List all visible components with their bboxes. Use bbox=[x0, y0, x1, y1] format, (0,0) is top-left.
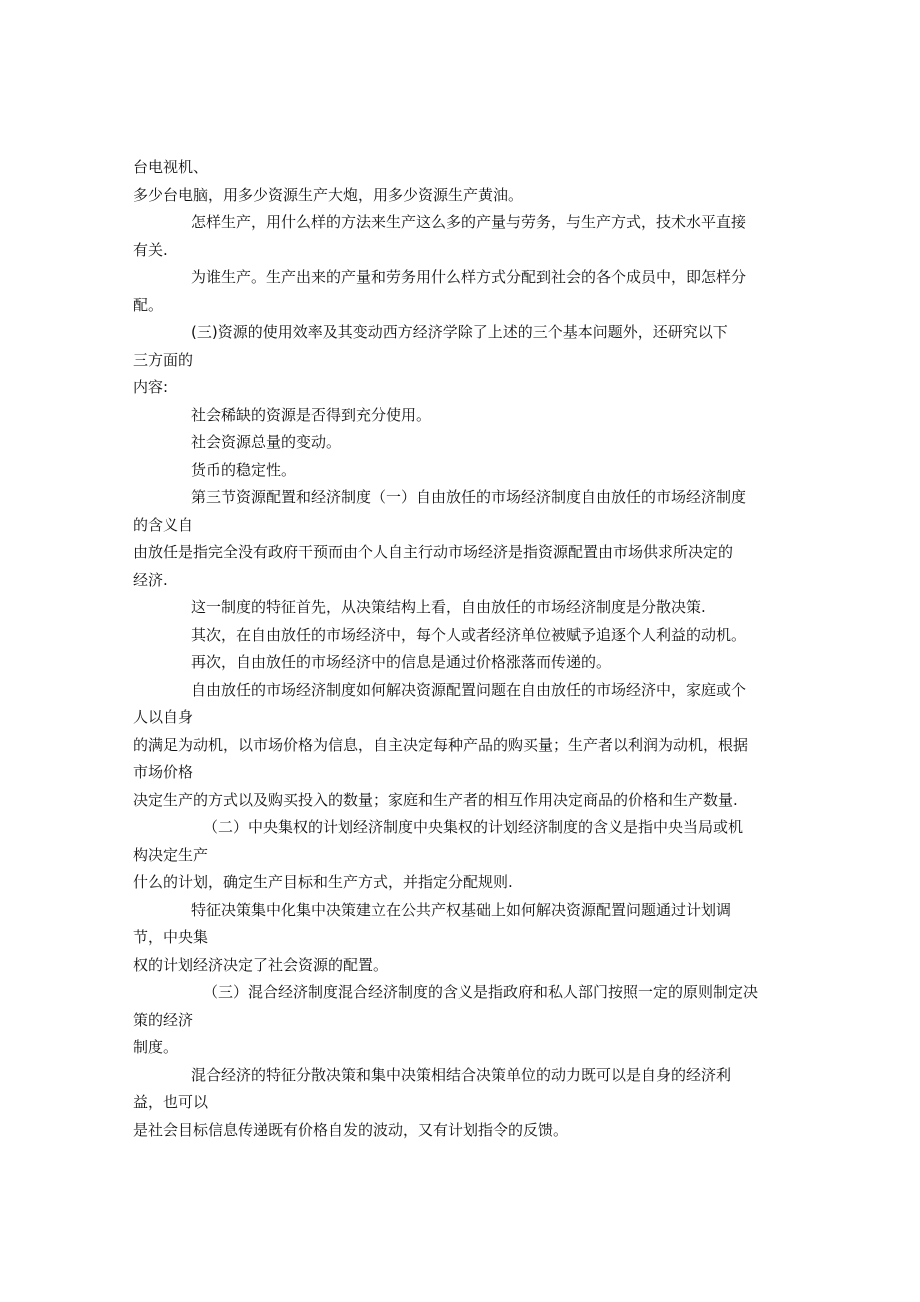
text-line: 这一制度的特征首先，从决策结构上看，自由放任的市场经济制度是分散决策. bbox=[191, 598, 706, 616]
text-line: 内容: bbox=[133, 378, 169, 396]
text-line: 决定生产的方式以及购买投入的数量；家庭和生产者的相互作用决定商品的价格和生产数量. bbox=[133, 790, 738, 809]
text-line: 策的经济 bbox=[133, 1010, 194, 1029]
text-line: 由放任是指完全没有政府干预而由个人自主行动市场经济是指资源配置由市场供求所决定的 bbox=[133, 543, 734, 561]
text-line: 构决定生产 bbox=[133, 845, 209, 864]
text-line: 是社会目标信息传递既有价格自发的波动，又有计划指令的反馈。 bbox=[133, 1120, 569, 1139]
text-line: （二）中央集权的计划经济制度中央集权的计划经济制度的含义是指中央当局或机 bbox=[203, 818, 744, 836]
text-line: 市场价格 bbox=[133, 763, 194, 781]
text-line: 特征决策集中化集中决策建立在公共产权基础上如何解决资源配置问题通过计划调 bbox=[191, 900, 732, 919]
text-line: 其次，在自由放任的市场经济中，每个人或者经济单位被赋予追逐个人利益的动机。 bbox=[191, 625, 747, 644]
text-line: 台电视机、 bbox=[133, 158, 209, 176]
text-line: 什么的计划，确定生产目标和生产方式，并指定分配规则. bbox=[133, 873, 513, 891]
text-line: 配。 bbox=[133, 295, 164, 314]
text-line: （三）混合经济制度混合经济制度的含义是指政府和私人部门按照一定的原则制定决 bbox=[203, 983, 759, 1001]
text-line: 权的计划经济决定了社会资源的配置。 bbox=[133, 955, 389, 974]
document-body bbox=[133, 154, 793, 1144]
text-line: 怎样生产，用什么样的方法来生产这么多的产量与劳务，与生产方式，技术水平直接 bbox=[191, 213, 747, 231]
text-line: 货币的稳定性。 bbox=[191, 460, 297, 479]
text-line: 再次，自由放任的市场经济中的信息是通过价格涨落而传递的。 bbox=[191, 653, 612, 671]
text-line: 人以自身 bbox=[133, 708, 194, 726]
text-line: 混合经济的特征分散决策和集中决策相结合决策单位的动力既可以是自身的经济利 bbox=[191, 1065, 732, 1084]
text-line: 益，也可以 bbox=[133, 1093, 209, 1111]
text-line: 的满足为动机，以市场价格为信息，自主决定每种产品的购买量；生产者以利润为动机，根据 bbox=[133, 735, 749, 754]
text-line: 多少台电脑，用多少资源生产大炮，用多少资源生产黄油。 bbox=[133, 185, 524, 204]
text-line: 自由放任的市场经济制度如何解决资源配置问题在自由放任的市场经济中，家庭或个 bbox=[191, 680, 747, 699]
text-line: 第三节资源配置和经济制度（一）自由放任的市场经济制度自由放任的市场经济制度 bbox=[191, 488, 747, 506]
text-line: 三方面的 bbox=[133, 350, 194, 369]
text-line: (三)资源的使用效率及其变动西方经济学除了上述的三个基本问题外，还研究以下 bbox=[191, 323, 728, 341]
text-line: 制度。 bbox=[133, 1038, 179, 1056]
text-line: 有关. bbox=[133, 240, 168, 259]
text-line: 社会资源总量的变动。 bbox=[191, 433, 342, 451]
text-line: 经济. bbox=[133, 570, 168, 589]
text-line: 节，中央集 bbox=[133, 928, 209, 946]
text-line: 社会稀缺的资源是否得到充分使用。 bbox=[191, 405, 432, 424]
text-line: 为谁生产。生产出来的产量和劳务用什么样方式分配到社会的各个成员中，即怎样分 bbox=[191, 268, 747, 286]
text-line: 的含义自 bbox=[133, 515, 194, 534]
